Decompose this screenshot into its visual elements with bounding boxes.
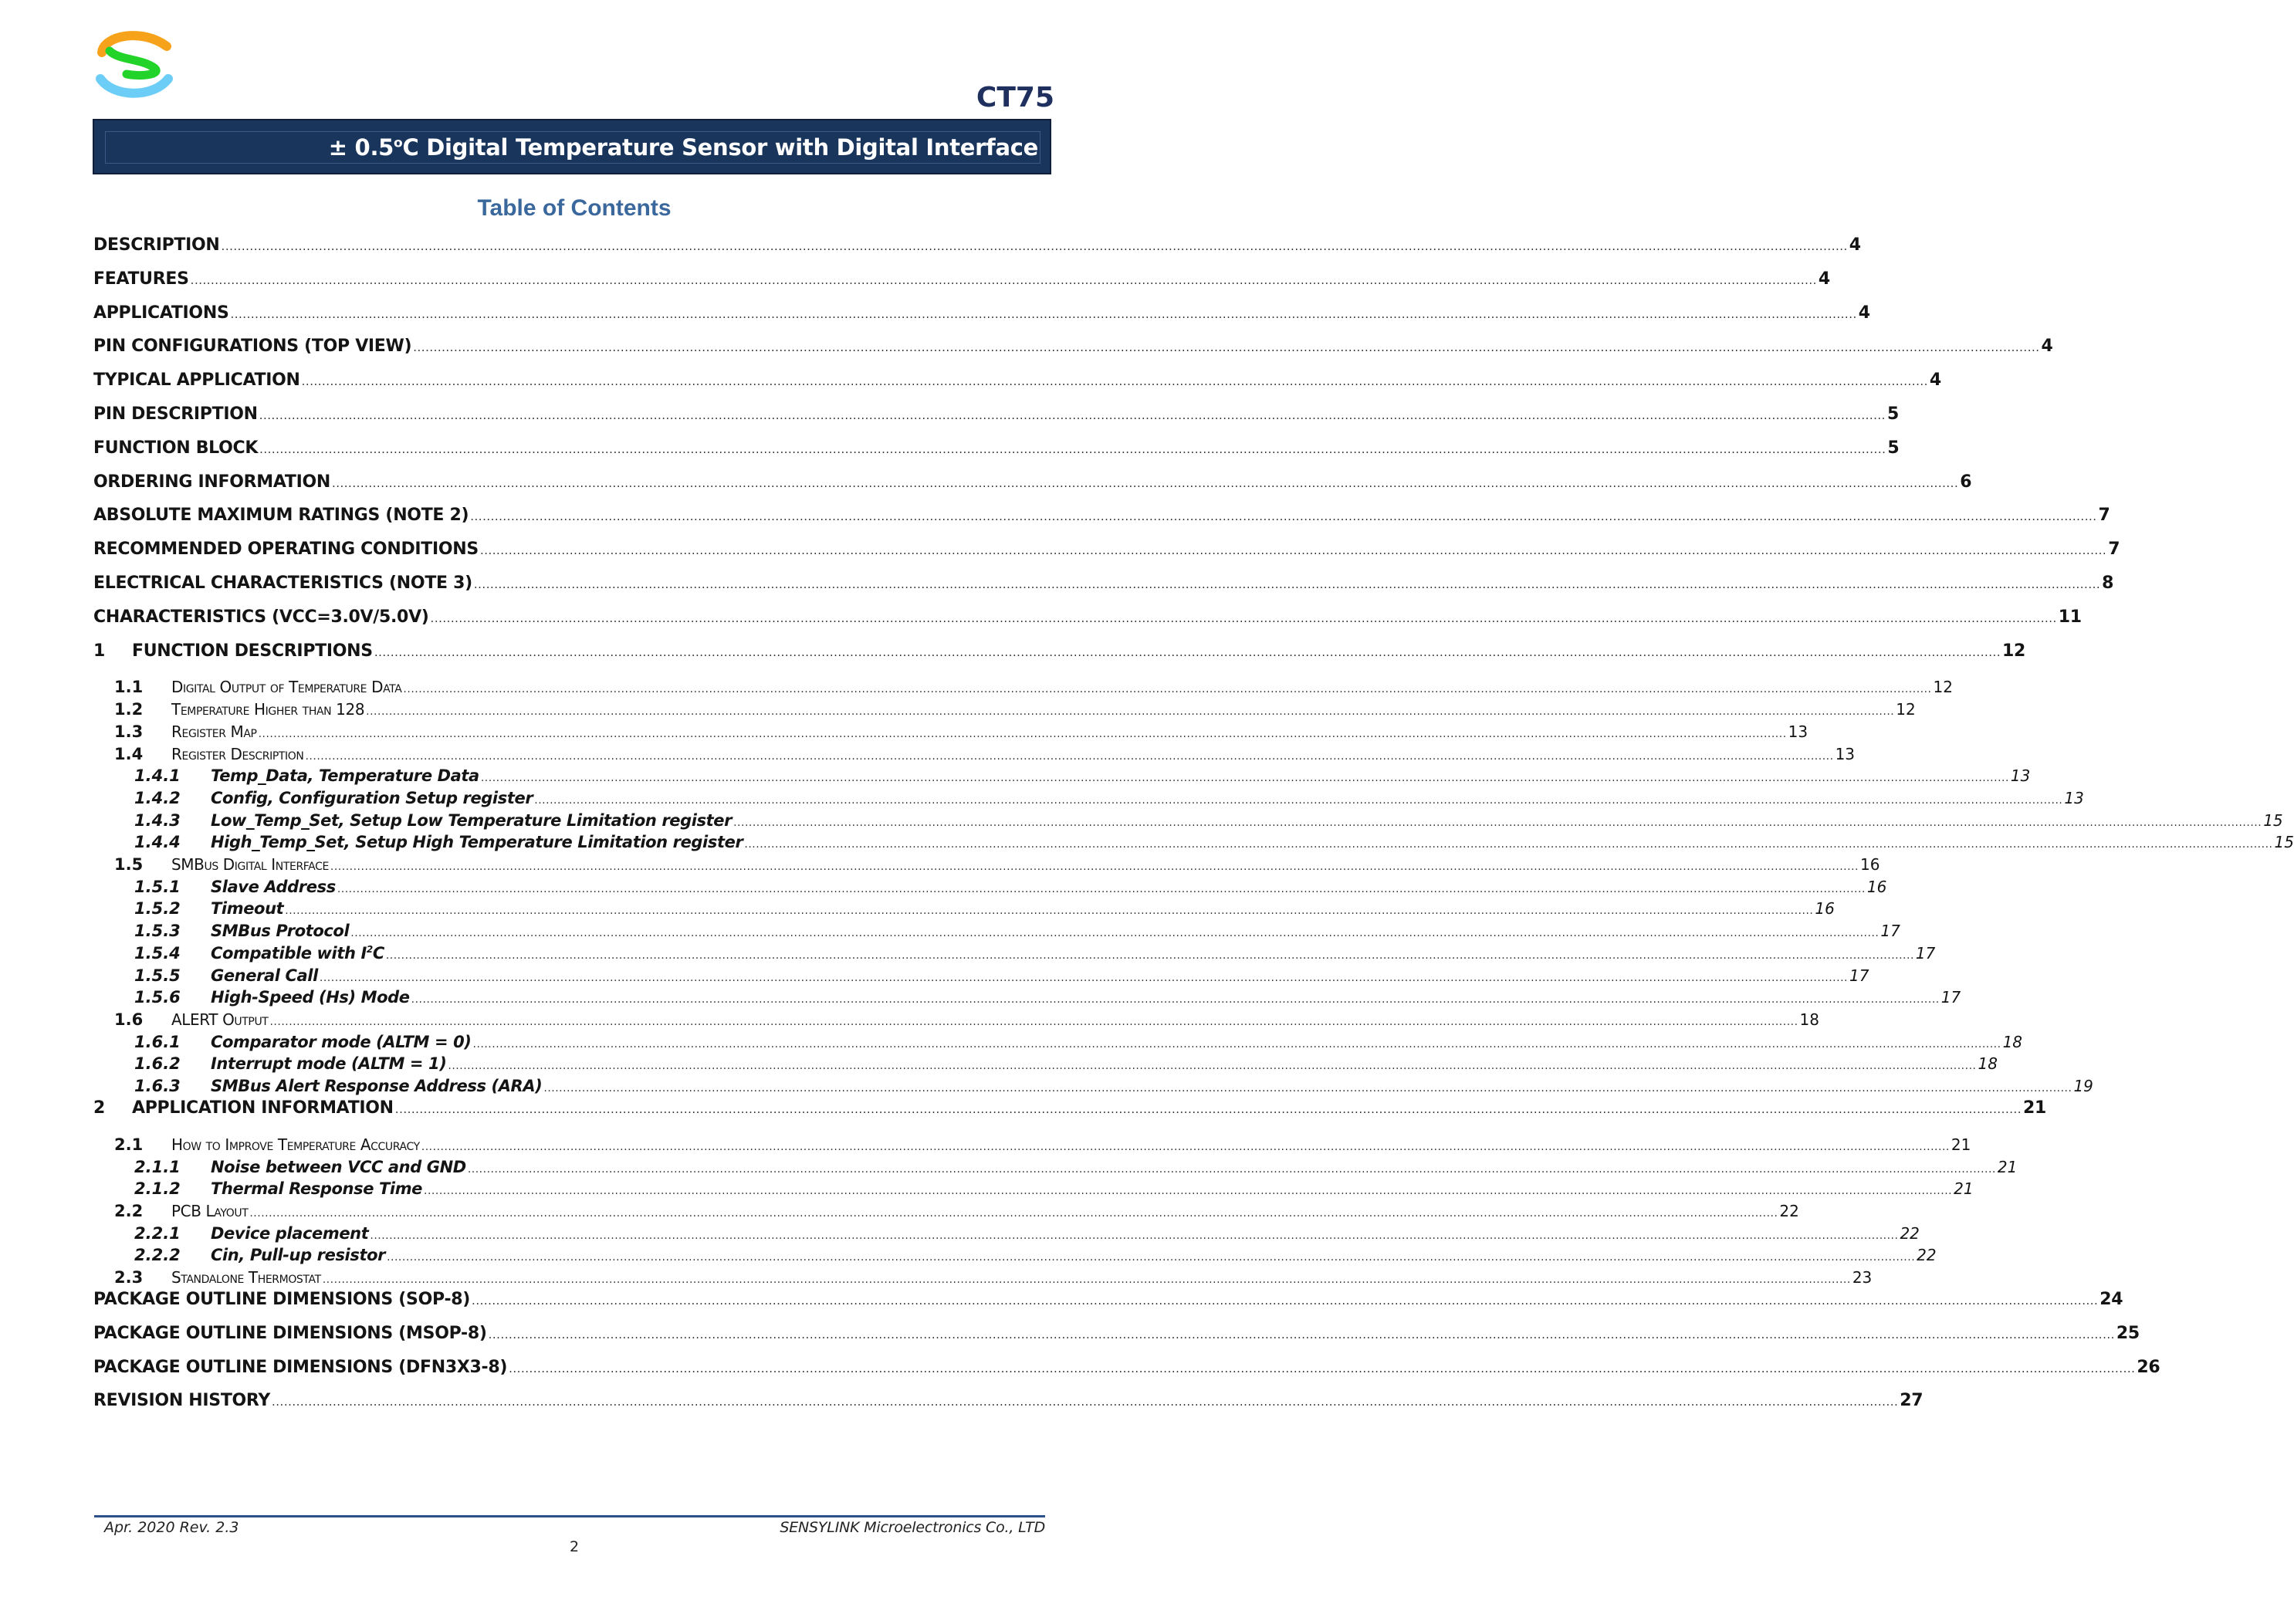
toc-dot-leader: ................................................................................................................................................................................................................................................................................................................................................................................................................ bbox=[258, 727, 1787, 740]
toc-entry[interactable] bbox=[93, 877, 1887, 898]
toc-entry[interactable] bbox=[93, 678, 1953, 698]
toc-entry[interactable] bbox=[93, 235, 1861, 259]
toc-entry-number: 1.4.2 bbox=[134, 788, 181, 807]
toc-dot-leader: ................................................................................................................................................................................................................................................................................................................................................................................................................ bbox=[424, 1185, 1953, 1198]
toc-entry-number: 1.5.6 bbox=[134, 988, 181, 1007]
toc-entry[interactable] bbox=[93, 1010, 1819, 1030]
toc-entry-label bbox=[93, 1324, 487, 1343]
toc-entry[interactable] bbox=[93, 1391, 1924, 1414]
toc-entry-label bbox=[211, 1033, 472, 1051]
toc-entry-page: 6 bbox=[1960, 472, 1972, 492]
toc-dot-leader: ................................................................................................................................................................................................................................................................................................................................................................................................................ bbox=[411, 993, 1940, 1007]
toc-entry-label bbox=[93, 404, 258, 424]
toc-entry-page: 13 bbox=[2010, 766, 2031, 786]
toc-entry-label-text: Register Map bbox=[171, 722, 257, 741]
toc-entry-number: 1.3 bbox=[114, 722, 144, 741]
toc-dot-leader: ................................................................................................................................................................................................................................................................................................................................................................................................................ bbox=[319, 971, 1848, 984]
toc-entry-number: 1.6.1 bbox=[134, 1032, 181, 1051]
toc-dot-leader: ................................................................................................................................................................................................................................................................................................................................................................................................................ bbox=[394, 1102, 2022, 1116]
toc-entry[interactable] bbox=[93, 744, 1856, 765]
toc-dot-leader: ................................................................................................................................................................................................................................................................................................................................................................................................................ bbox=[413, 340, 2040, 355]
toc-entry-page: 22 bbox=[1917, 1246, 1937, 1265]
toc-entry-label-text: High_Temp_Set, Setup High Temperature Limitation register bbox=[211, 833, 743, 852]
toc-entry-label-text: PACKAGE OUTLINE DIMENSIONS (MSOP-8) bbox=[93, 1323, 487, 1343]
toc-entry-label-text: High-Speed (Hs) Mode bbox=[211, 988, 410, 1007]
toc-entry-label bbox=[93, 337, 411, 356]
toc-entry-label-text: Temp_Data, Temperature Data bbox=[211, 766, 479, 786]
toc-entry-page: 13 bbox=[2064, 788, 2084, 807]
toc-entry-number: 1.5.5 bbox=[134, 966, 181, 985]
toc-entry-label-text: TYPICAL APPLICATION bbox=[93, 370, 300, 391]
toc-entry[interactable] bbox=[93, 438, 1900, 462]
toc-entry[interactable] bbox=[93, 810, 2283, 831]
toc-entry-label bbox=[93, 235, 220, 255]
toc-entry[interactable] bbox=[93, 1223, 1920, 1244]
toc-entry[interactable] bbox=[93, 943, 1936, 964]
toc-entry-label bbox=[93, 370, 300, 390]
toc-entry[interactable] bbox=[93, 1357, 2160, 1381]
toc-entry-number: 1.5 bbox=[114, 855, 144, 874]
toc-entry-label bbox=[211, 766, 479, 785]
toc-dot-leader: ................................................................................................................................................................................................................................................................................................................................................................................................................ bbox=[305, 749, 1834, 763]
toc-dot-leader: ................................................................................................................................................................................................................................................................................................................................................................................................................ bbox=[301, 374, 1928, 389]
toc-entry-label bbox=[93, 1391, 270, 1410]
toc-dot-leader: ................................................................................................................................................................................................................................................................................................................................................................................................................ bbox=[480, 772, 2009, 785]
toc-entry-page: 18 bbox=[2002, 1032, 2023, 1051]
toc-entry-label-text: DESCRIPTION bbox=[93, 235, 220, 255]
toc-dot-leader: ................................................................................................................................................................................................................................................................................................................................................................................................................ bbox=[350, 927, 1880, 940]
title-degree: o bbox=[394, 135, 403, 151]
toc-entry-page: 21 bbox=[2023, 1098, 2047, 1118]
toc-dot-leader: ................................................................................................................................................................................................................................................................................................................................................................................................................ bbox=[472, 1037, 2001, 1051]
toc-entry-label bbox=[171, 855, 329, 874]
toc-entry[interactable] bbox=[93, 506, 2110, 529]
toc-entry-page: 7 bbox=[2108, 540, 2120, 560]
toc-entry[interactable] bbox=[93, 1098, 2047, 1122]
toc-entry-label bbox=[211, 1054, 446, 1073]
toc-dot-leader: ................................................................................................................................................................................................................................................................................................................................................................................................................ bbox=[479, 543, 2107, 558]
toc-entry-label-text: PIN DESCRIPTION bbox=[93, 404, 258, 424]
toc-entry-label-text: Slave Address bbox=[211, 877, 336, 896]
toc-entry-label-text: Config, Configuration Setup register bbox=[211, 788, 533, 807]
toc-entry-label bbox=[211, 1158, 466, 1176]
toc-dot-leader: ................................................................................................................................................................................................................................................................................................................................................................................................................ bbox=[269, 1015, 1798, 1028]
toc-entry-page: 27 bbox=[1900, 1391, 1924, 1411]
toc-entry-label-text: PIN CONFIGURATIONS (TOP VIEW) bbox=[93, 337, 412, 357]
toc-entry-page: 4 bbox=[2041, 337, 2053, 357]
toc-entry-label-text: ELECTRICAL CHARACTERISTICS (NOTE 3) bbox=[93, 573, 472, 593]
footer-revision: Apr. 2020 Rev. 2.3 bbox=[104, 1519, 239, 1536]
toc-entry-label-text: Standalone Thermostat bbox=[171, 1268, 321, 1287]
toc-entry-label bbox=[211, 944, 384, 963]
toc-dot-leader: ................................................................................................................................................................................................................................................................................................................................................................................................................ bbox=[385, 949, 1914, 962]
toc-entry-label bbox=[211, 922, 349, 940]
toc-entry-label-text: APPLICATION INFORMATION bbox=[132, 1098, 394, 1118]
toc-entry-label-text: PACKAGE OUTLINE DIMENSIONS (SOP-8) bbox=[93, 1290, 471, 1309]
toc-entry-page: 18 bbox=[1799, 1010, 1819, 1029]
toc-entry[interactable] bbox=[93, 1246, 1937, 1266]
toc-dot-leader: ................................................................................................................................................................................................................................................................................................................................................................................................................ bbox=[744, 838, 2273, 851]
toc-entry-page: 22 bbox=[1779, 1201, 1799, 1220]
toc-entry[interactable] bbox=[93, 966, 1869, 986]
toc-entry-label bbox=[211, 811, 732, 830]
toc-entry[interactable] bbox=[93, 404, 1899, 428]
toc-entry-label bbox=[211, 1179, 422, 1198]
toc-entry-number: 1.4.3 bbox=[134, 810, 181, 830]
toc-entry-number: 1.1 bbox=[114, 678, 144, 697]
toc-entry-label-text: ORDERING INFORMATION bbox=[93, 472, 330, 492]
toc-entry-page: 21 bbox=[1951, 1135, 1971, 1154]
toc-dot-leader: ................................................................................................................................................................................................................................................................................................................................................................................................................ bbox=[370, 1229, 1899, 1242]
toc-dot-leader: ................................................................................................................................................................................................................................................................................................................................................................................................................ bbox=[322, 1274, 1851, 1286]
toc-entry-page: 4 bbox=[1818, 269, 1830, 289]
toc-entry-number: 2.1.1 bbox=[134, 1157, 181, 1176]
toc-dot-leader: ................................................................................................................................................................................................................................................................................................................................................................................................................ bbox=[403, 683, 1932, 696]
toc-entry-label bbox=[93, 1358, 507, 1377]
toc-entry-page: 17 bbox=[1915, 943, 1936, 963]
toc-entry-label-text: Cin, Pull-up resistor bbox=[211, 1246, 386, 1265]
toc-entry-page: 4 bbox=[1929, 370, 1941, 391]
toc-entry-number: 2.1.2 bbox=[134, 1179, 181, 1199]
toc-entry-page: 24 bbox=[2099, 1290, 2123, 1309]
toc-dot-leader: ................................................................................................................................................................................................................................................................................................................................................................................................................ bbox=[543, 1082, 2072, 1095]
toc-dot-leader: ................................................................................................................................................................................................................................................................................................................................................................................................................ bbox=[272, 1395, 1899, 1409]
toc-entry[interactable] bbox=[93, 1054, 1998, 1074]
toc-entry-label-text: Noise between VCC and GND bbox=[211, 1157, 466, 1176]
toc-entry[interactable] bbox=[93, 855, 1880, 875]
toc-entry-number: 2.3 bbox=[114, 1268, 144, 1287]
toc-entry-label-text: Low_Temp_Set, Setup Low Temperature Limitation register bbox=[211, 810, 733, 830]
toc-entry-number: 2.2 bbox=[114, 1201, 144, 1220]
toc-entry-page: 5 bbox=[1887, 438, 1900, 458]
toc-entry[interactable] bbox=[93, 899, 1835, 919]
toc-entry-label-text: Device placement bbox=[211, 1223, 369, 1243]
footer-divider bbox=[94, 1515, 1045, 1517]
toc-entry-page: 16 bbox=[1815, 899, 1835, 919]
toc-entry-label bbox=[211, 1077, 542, 1095]
toc-entry-label-text: How to Improve Temperature Accuracy bbox=[171, 1135, 420, 1154]
toc-entry[interactable] bbox=[93, 607, 2082, 631]
toc-dot-leader: ................................................................................................................................................................................................................................................................................................................................................................................................................ bbox=[534, 793, 2063, 807]
toc-entry-label-text: FUNCTION BLOCK bbox=[93, 438, 259, 458]
toc-entry-page: 21 bbox=[1954, 1179, 1974, 1199]
title-suffix: C Digital Temperature Sensor with Digital Interface bbox=[402, 134, 1038, 161]
toc-dot-leader: ................................................................................................................................................................................................................................................................................................................................................................................................................ bbox=[330, 861, 1859, 873]
toc-dot-leader: ................................................................................................................................................................................................................................................................................................................................................................................................................ bbox=[190, 272, 1817, 287]
toc-entry-label bbox=[132, 641, 373, 661]
toc-entry-label bbox=[171, 1135, 420, 1154]
toc-dot-leader: ................................................................................................................................................................................................................................................................................................................................................................................................................ bbox=[448, 1060, 1977, 1073]
toc-entry-number: 1.5.3 bbox=[134, 922, 181, 941]
toc-entry-label-text: PACKAGE OUTLINE DIMENSIONS (DFN3X3-8) bbox=[93, 1357, 508, 1377]
toc-entry-label-after: C bbox=[372, 943, 384, 963]
toc-entry-number: 1.6.3 bbox=[134, 1077, 181, 1095]
toc-entry-page: 17 bbox=[1849, 966, 1869, 985]
toc-entry-label-text: Register Description bbox=[171, 744, 304, 763]
toc-entry-page: 12 bbox=[1896, 700, 1916, 719]
toc-dot-leader: ................................................................................................................................................................................................................................................................................................................................................................................................................ bbox=[221, 239, 1848, 253]
toc-entry[interactable] bbox=[93, 1032, 2023, 1053]
toc-entry-number: 1.5.4 bbox=[134, 943, 181, 963]
toc-entry-page: 15 bbox=[2263, 810, 2283, 830]
toc-entry-page: 4 bbox=[1858, 303, 1870, 323]
toc-entry-label bbox=[93, 303, 229, 323]
toc-entry-label bbox=[171, 1268, 321, 1287]
toc-entry-label-text: CHARACTERISTICS (VCC=3.0V/5.0V) bbox=[93, 607, 429, 627]
toc-entry-page: 16 bbox=[1859, 855, 1880, 874]
toc-dot-leader: ................................................................................................................................................................................................................................................................................................................................................................................................................ bbox=[285, 905, 1814, 918]
title-banner-inner bbox=[105, 131, 1040, 164]
toc-dot-leader: ................................................................................................................................................................................................................................................................................................................................................................................................................ bbox=[467, 1162, 1996, 1176]
title-banner bbox=[93, 119, 1051, 174]
toc-entry[interactable] bbox=[93, 1290, 2123, 1313]
toc-entry[interactable] bbox=[93, 766, 2031, 787]
toc-entry[interactable] bbox=[93, 269, 1830, 293]
toc-dot-leader: ................................................................................................................................................................................................................................................................................................................................................................................................................ bbox=[230, 306, 1857, 321]
toc-dot-leader: ................................................................................................................................................................................................................................................................................................................................................................................................................ bbox=[249, 1206, 1778, 1220]
toc-entry-page: 17 bbox=[1940, 988, 1961, 1007]
toc-entry[interactable] bbox=[93, 540, 2120, 563]
toc-entry-label-text: Compatible with I bbox=[211, 943, 367, 963]
toc-entry[interactable] bbox=[93, 722, 1808, 743]
toc-entry[interactable] bbox=[93, 1157, 2018, 1178]
toc-dot-leader: ................................................................................................................................................................................................................................................................................................................................................................................................................ bbox=[374, 645, 2001, 659]
toc-entry-label bbox=[93, 540, 479, 559]
toc-entry-label-text: Temperature Higher than 128 bbox=[171, 700, 365, 719]
toc-entry-label bbox=[171, 700, 364, 719]
toc-dot-leader: ................................................................................................................................................................................................................................................................................................................................................................................................................ bbox=[488, 1327, 2115, 1341]
toc-entry-number: 1.4.1 bbox=[134, 766, 181, 786]
toc-entry-page: 17 bbox=[1880, 922, 1900, 941]
toc-entry-label-text: APPLICATIONS bbox=[93, 303, 229, 323]
toc-entry-label-text: SMBus Protocol bbox=[211, 922, 350, 941]
toc-entry-label bbox=[211, 966, 318, 985]
toc-entry[interactable] bbox=[93, 641, 2026, 665]
toc-title: Table of Contents bbox=[477, 195, 672, 221]
toc-dot-leader: ................................................................................................................................................................................................................................................................................................................................................................................................................ bbox=[331, 475, 1959, 490]
toc-entry-label-text: RECOMMENDED OPERATING CONDITIONS bbox=[93, 540, 479, 560]
toc-entry-number: 1.6.2 bbox=[134, 1054, 181, 1074]
toc-entry-label-sup: 2 bbox=[366, 943, 373, 955]
toc-entry[interactable] bbox=[93, 1201, 1799, 1222]
toc-entry-label-text: Digital Output of Temperature Data bbox=[171, 678, 402, 697]
toc-dot-leader: ................................................................................................................................................................................................................................................................................................................................................................................................................ bbox=[470, 509, 2097, 524]
toc-entry-page: 15 bbox=[2274, 833, 2294, 852]
toc-entry[interactable] bbox=[93, 988, 1961, 1008]
toc-entry[interactable] bbox=[93, 573, 2114, 597]
toc-entry-page: 5 bbox=[1886, 404, 1899, 424]
toc-entry-label bbox=[211, 899, 283, 918]
title-prefix: ± 0.5 bbox=[328, 134, 394, 161]
toc-entry-label bbox=[171, 1010, 268, 1029]
toc-entry[interactable] bbox=[93, 1179, 1974, 1199]
toc-entry-page: 26 bbox=[2137, 1357, 2160, 1377]
toc-entry-label bbox=[132, 1098, 394, 1118]
toc-entry-label-text: FUNCTION DESCRIPTIONS bbox=[132, 641, 373, 661]
toc-dot-leader: ................................................................................................................................................................................................................................................................................................................................................................................................................ bbox=[366, 705, 1895, 719]
toc-entry-page: 4 bbox=[1849, 235, 1861, 255]
toc-entry-label-text: REVISION HISTORY bbox=[93, 1391, 271, 1411]
toc-entry-page: 18 bbox=[1978, 1054, 1998, 1074]
toc-entry[interactable] bbox=[93, 700, 1916, 720]
toc-entry-number: 1.4 bbox=[114, 744, 144, 763]
toc-entry[interactable] bbox=[93, 472, 1972, 496]
toc-dot-leader: ................................................................................................................................................................................................................................................................................................................................................................................................................ bbox=[387, 1251, 1916, 1264]
toc-entry-number: 1.2 bbox=[114, 700, 144, 719]
toc-entry[interactable] bbox=[93, 1323, 2140, 1347]
toc-dot-leader: ................................................................................................................................................................................................................................................................................................................................................................................................................ bbox=[472, 1294, 2099, 1308]
toc-entry-page: 12 bbox=[1933, 678, 1953, 697]
toc-entry-page: 11 bbox=[2058, 607, 2082, 627]
toc-entry-label bbox=[171, 1202, 248, 1220]
toc-entry-label-text: General Call bbox=[211, 966, 318, 985]
toc-entry-label-text: SMBus Digital Interface bbox=[171, 855, 329, 874]
toc-entry-number: 1 bbox=[93, 641, 106, 661]
toc-entry-label bbox=[171, 678, 401, 696]
toc-entry[interactable] bbox=[93, 1268, 1873, 1288]
toc-entry[interactable] bbox=[93, 788, 2084, 809]
toc-entry-label bbox=[211, 1246, 385, 1264]
toc-entry[interactable] bbox=[93, 1077, 2093, 1097]
toc-entry-label-text: Thermal Response Time bbox=[211, 1179, 423, 1199]
toc-entry-label bbox=[171, 745, 303, 763]
toc-entry[interactable] bbox=[93, 337, 2053, 360]
toc-dot-leader: ................................................................................................................................................................................................................................................................................................................................................................................................................ bbox=[259, 442, 1886, 456]
toc-entry[interactable] bbox=[93, 303, 1870, 326]
toc-entry-label-text: ALERT Output bbox=[171, 1010, 269, 1029]
toc-entry-label bbox=[171, 722, 257, 741]
toc-entry-page: 12 bbox=[2002, 641, 2026, 661]
toc-entry-label bbox=[93, 506, 469, 525]
toc-entry-page: 16 bbox=[1866, 877, 1887, 896]
toc-entry[interactable] bbox=[93, 922, 1900, 942]
toc-dot-leader: ................................................................................................................................................................................................................................................................................................................................................................................................................ bbox=[509, 1361, 2136, 1375]
toc-entry-label-text: ABSOLUTE MAXIMUM RATINGS (NOTE 2) bbox=[93, 506, 469, 526]
document-title bbox=[329, 134, 1038, 161]
toc-entry-label-text: Timeout bbox=[211, 899, 284, 919]
part-number: CT75 bbox=[976, 82, 1054, 113]
toc-entry-page: 13 bbox=[1788, 722, 1808, 741]
toc-entry-label bbox=[93, 607, 429, 627]
toc-entry-number: 1.5.1 bbox=[134, 877, 181, 896]
footer-company: SENSYLINK Microelectronics Co., LTD bbox=[780, 1519, 1045, 1536]
page-number: 2 bbox=[569, 1538, 580, 1555]
toc-entry-label-text: SMBus Alert Response Address (ARA) bbox=[211, 1077, 543, 1095]
toc-entry[interactable] bbox=[93, 833, 2294, 853]
toc-entry-label bbox=[211, 988, 410, 1007]
sensylink-logo-icon bbox=[96, 29, 173, 99]
toc-entry-label-text: PCB Layout bbox=[171, 1201, 249, 1220]
toc-entry-label bbox=[211, 1224, 368, 1243]
toc-entry-page: 23 bbox=[1852, 1268, 1873, 1287]
toc-entry-number: 2.2.1 bbox=[134, 1223, 181, 1243]
toc-entry-label bbox=[93, 269, 189, 289]
toc-entry-label-text: FEATURES bbox=[93, 269, 189, 289]
toc-entry-page: 21 bbox=[1997, 1157, 2018, 1176]
toc-entry-page: 22 bbox=[1900, 1223, 1920, 1243]
toc-entry-label-text: Comparator mode (ALTM = 0) bbox=[211, 1032, 472, 1051]
toc-entry[interactable] bbox=[93, 370, 1941, 394]
toc-dot-leader: ................................................................................................................................................................................................................................................................................................................................................................................................................ bbox=[259, 408, 1886, 422]
toc-entry-page: 25 bbox=[2116, 1323, 2140, 1343]
toc-entry-page: 7 bbox=[2098, 506, 2110, 526]
toc-entry-number: 1.5.2 bbox=[134, 899, 181, 919]
toc-entry-label-text: Interrupt mode (ALTM = 1) bbox=[211, 1054, 447, 1074]
toc-dot-leader: ................................................................................................................................................................................................................................................................................................................................................................................................................ bbox=[421, 1140, 1950, 1153]
toc-entry-number: 2.2.2 bbox=[134, 1246, 181, 1265]
toc-entry-page: 8 bbox=[2102, 573, 2114, 593]
toc-entry-label bbox=[93, 1290, 470, 1309]
toc-dot-leader: ................................................................................................................................................................................................................................................................................................................................................................................................................ bbox=[473, 577, 2101, 591]
toc-dot-leader: ................................................................................................................................................................................................................................................................................................................................................................................................................ bbox=[733, 816, 2262, 829]
toc-dot-leader: ................................................................................................................................................................................................................................................................................................................................................................................................................ bbox=[430, 611, 2057, 625]
toc-entry-number: 1.4.4 bbox=[134, 833, 181, 852]
toc-entry[interactable] bbox=[93, 1135, 1971, 1155]
toc-entry-label bbox=[93, 472, 330, 492]
toc-entry-label bbox=[211, 833, 743, 851]
toc-entry-label bbox=[93, 573, 472, 593]
toc-entry-label bbox=[211, 878, 336, 896]
toc-entry-label bbox=[211, 789, 533, 807]
toc-entry-page: 13 bbox=[1835, 744, 1856, 763]
toc-entry-page: 19 bbox=[2073, 1077, 2093, 1095]
toc-dot-leader: ................................................................................................................................................................................................................................................................................................................................................................................................................ bbox=[337, 882, 1866, 895]
toc-entry-label bbox=[93, 438, 258, 458]
toc-entry-number: 2.1 bbox=[114, 1135, 144, 1154]
toc-entry-number: 2 bbox=[93, 1098, 106, 1118]
toc-entry-number: 1.6 bbox=[114, 1010, 144, 1029]
